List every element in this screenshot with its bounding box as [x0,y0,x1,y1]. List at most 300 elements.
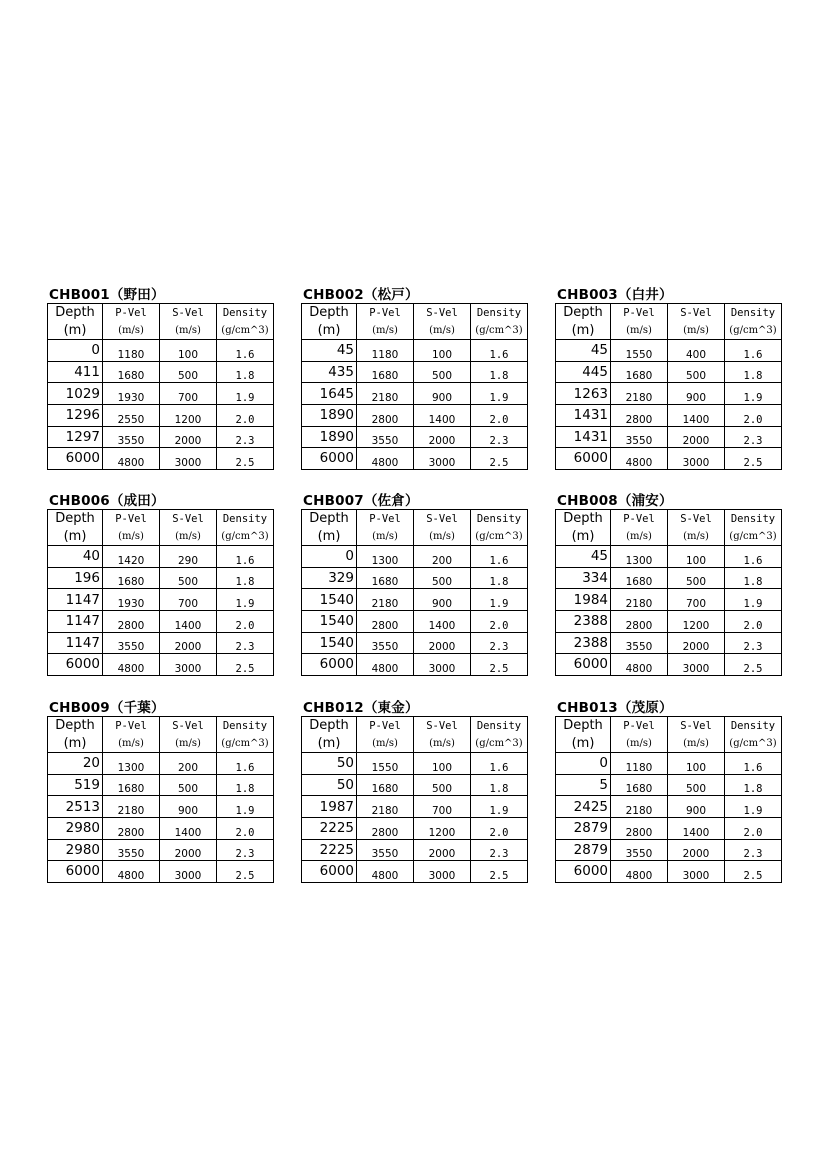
velocity-table-block [555,287,781,470]
cell-pvel: 4800 [611,654,668,676]
header-row [302,304,528,322]
cell-density: 2.0 [471,404,528,426]
unit-svel: (m/s) [414,528,471,546]
table-row [302,340,528,362]
header-pvel: P-Vel [611,510,668,528]
header-depth: Depth [48,304,103,322]
velocity-table-block [47,700,273,883]
cell-depth: 334 [556,567,611,589]
cell-depth: 445 [556,361,611,383]
cell-depth: 1540 [302,589,357,611]
unit-row [302,322,528,340]
cell-density: 2.5 [217,654,274,676]
unit-depth: (m) [302,735,357,753]
cell-pvel: 4800 [357,654,414,676]
cell-density: 2.0 [217,610,274,632]
header-row [48,717,274,735]
header-row [302,717,528,735]
cell-depth: 2513 [48,796,103,818]
header-density: Density [471,717,528,735]
cell-density: 2.5 [725,861,782,883]
cell-svel: 2000 [414,426,471,448]
cell-pvel: 3550 [611,632,668,654]
cell-svel: 2000 [160,426,217,448]
table-row [302,383,528,405]
cell-pvel: 3550 [103,426,160,448]
cell-density: 1.8 [217,774,274,796]
header-pvel: P-Vel [103,717,160,735]
cell-pvel: 1180 [357,340,414,362]
unit-pvel: (m/s) [611,322,668,340]
cell-svel: 3000 [668,654,725,676]
table-row [302,817,528,839]
cell-depth: 1147 [48,632,103,654]
cell-density: 1.9 [471,589,528,611]
unit-density: (g/cm^3) [471,322,528,340]
header-density: Density [217,304,274,322]
unit-depth: (m) [302,322,357,340]
cell-svel: 1400 [160,817,217,839]
table-row [556,589,782,611]
cell-depth: 6000 [556,654,611,676]
cell-density: 1.8 [471,774,528,796]
cell-pvel: 2550 [103,404,160,426]
cell-depth: 45 [302,340,357,362]
cell-pvel: 4800 [611,448,668,470]
table-row [48,774,274,796]
velocity-table [301,303,528,470]
velocity-table [555,509,782,676]
velocity-table-block [47,287,273,470]
cell-depth: 1645 [302,383,357,405]
unit-row [556,528,782,546]
table-title: CHB007（佐倉） [303,493,419,509]
velocity-table-block [301,493,527,676]
header-svel: S-Vel [414,717,471,735]
cell-depth: 6000 [48,861,103,883]
table-row [302,654,528,676]
table-title: CHB003（白井） [557,287,673,303]
unit-density: (g/cm^3) [725,735,782,753]
unit-row [48,735,274,753]
table-row [48,817,274,839]
cell-pvel: 3550 [357,632,414,654]
cell-depth: 2225 [302,839,357,861]
cell-pvel: 4800 [611,861,668,883]
cell-density: 1.6 [217,340,274,362]
unit-row [302,528,528,546]
header-depth: Depth [556,304,611,322]
table-row [556,340,782,362]
unit-pvel: (m/s) [611,735,668,753]
table-row [48,361,274,383]
cell-density: 1.6 [725,546,782,568]
cell-pvel: 1680 [611,774,668,796]
cell-depth: 411 [48,361,103,383]
cell-pvel: 2800 [611,404,668,426]
table-row [302,861,528,883]
cell-density: 1.6 [725,340,782,362]
cell-pvel: 4800 [357,861,414,883]
table-row [302,426,528,448]
header-pvel: P-Vel [357,304,414,322]
table-row [302,546,528,568]
cell-density: 1.6 [471,546,528,568]
cell-pvel: 2800 [357,610,414,632]
cell-pvel: 1680 [103,361,160,383]
cell-svel: 200 [414,546,471,568]
cell-density: 2.3 [725,839,782,861]
header-row [556,510,782,528]
cell-svel: 1400 [160,610,217,632]
table-row [302,610,528,632]
unit-svel: (m/s) [414,322,471,340]
cell-svel: 2000 [160,839,217,861]
cell-svel: 3000 [668,861,725,883]
header-row [302,510,528,528]
velocity-table [301,509,528,676]
cell-depth: 50 [302,774,357,796]
cell-svel: 3000 [414,861,471,883]
unit-density: (g/cm^3) [471,735,528,753]
cell-density: 2.0 [725,404,782,426]
unit-density: (g/cm^3) [217,322,274,340]
cell-density: 2.5 [725,448,782,470]
cell-pvel: 3550 [103,839,160,861]
table-row [556,817,782,839]
header-svel: S-Vel [668,510,725,528]
cell-svel: 500 [160,567,217,589]
table-row [556,426,782,448]
cell-depth: 6000 [302,654,357,676]
table-row [48,632,274,654]
table-row [48,796,274,818]
table-row [556,546,782,568]
velocity-table-block [555,700,781,883]
cell-svel: 700 [160,589,217,611]
cell-depth: 519 [48,774,103,796]
cell-svel: 100 [668,546,725,568]
cell-density: 2.3 [725,632,782,654]
header-row [556,717,782,735]
cell-svel: 900 [414,589,471,611]
cell-svel: 500 [668,567,725,589]
unit-svel: (m/s) [668,322,725,340]
table-title: CHB012（東金） [303,700,419,716]
cell-depth: 6000 [48,654,103,676]
unit-svel: (m/s) [160,528,217,546]
table-row [556,861,782,883]
unit-depth: (m) [556,322,611,340]
cell-depth: 6000 [556,861,611,883]
cell-depth: 6000 [302,861,357,883]
unit-row [556,735,782,753]
header-depth: Depth [556,510,611,528]
table-row [48,610,274,632]
cell-density: 2.5 [471,448,528,470]
cell-depth: 2980 [48,839,103,861]
cell-pvel: 1180 [103,340,160,362]
cell-density: 2.3 [217,839,274,861]
cell-depth: 20 [48,753,103,775]
cell-depth: 6000 [556,448,611,470]
cell-pvel: 1420 [103,546,160,568]
table-row [48,404,274,426]
cell-pvel: 1550 [611,340,668,362]
table-row [302,796,528,818]
cell-svel: 2000 [160,632,217,654]
cell-pvel: 3550 [611,426,668,448]
cell-svel: 3000 [160,448,217,470]
cell-pvel: 3550 [103,632,160,654]
header-row [48,304,274,322]
cell-svel: 500 [414,567,471,589]
table-row [556,796,782,818]
cell-depth: 2980 [48,817,103,839]
unit-svel: (m/s) [160,322,217,340]
table-row [302,589,528,611]
table-title: CHB002（松戸） [303,287,419,303]
cell-pvel: 4800 [103,654,160,676]
header-depth: Depth [48,717,103,735]
cell-pvel: 1300 [103,753,160,775]
cell-depth: 0 [556,753,611,775]
cell-svel: 500 [414,774,471,796]
header-depth: Depth [302,717,357,735]
cell-pvel: 3550 [357,839,414,861]
cell-svel: 2000 [414,839,471,861]
cell-pvel: 2800 [357,817,414,839]
cell-density: 1.6 [471,340,528,362]
velocity-table [47,303,274,470]
table-row [556,654,782,676]
cell-density: 2.5 [471,861,528,883]
table-row [556,839,782,861]
cell-pvel: 1300 [611,546,668,568]
velocity-table-block [301,700,527,883]
cell-pvel: 1680 [357,774,414,796]
cell-depth: 50 [302,753,357,775]
cell-svel: 200 [160,753,217,775]
cell-depth: 1987 [302,796,357,818]
velocity-table [555,716,782,883]
header-pvel: P-Vel [357,717,414,735]
header-pvel: P-Vel [103,510,160,528]
header-density: Density [217,717,274,735]
unit-row [48,528,274,546]
cell-depth: 2879 [556,817,611,839]
cell-pvel: 2180 [357,383,414,405]
table-row [48,839,274,861]
cell-density: 1.6 [725,753,782,775]
table-title: CHB001（野田） [49,287,165,303]
cell-depth: 2225 [302,817,357,839]
header-pvel: P-Vel [357,510,414,528]
cell-svel: 500 [160,774,217,796]
cell-density: 1.9 [725,383,782,405]
cell-pvel: 4800 [357,448,414,470]
cell-pvel: 1680 [357,567,414,589]
cell-svel: 2000 [414,632,471,654]
header-svel: S-Vel [414,304,471,322]
cell-svel: 2000 [668,839,725,861]
cell-density: 1.9 [725,589,782,611]
cell-density: 1.9 [471,383,528,405]
cell-depth: 2425 [556,796,611,818]
unit-density: (g/cm^3) [471,528,528,546]
cell-density: 2.3 [217,426,274,448]
cell-density: 1.9 [217,796,274,818]
unit-row [556,322,782,340]
table-row [48,753,274,775]
cell-depth: 1890 [302,426,357,448]
table-row [556,383,782,405]
cell-svel: 3000 [160,861,217,883]
header-pvel: P-Vel [611,304,668,322]
unit-density: (g/cm^3) [725,528,782,546]
table-row [302,774,528,796]
table-row [302,361,528,383]
unit-depth: (m) [556,528,611,546]
cell-pvel: 3550 [611,839,668,861]
table-row [48,448,274,470]
unit-density: (g/cm^3) [725,322,782,340]
cell-density: 2.0 [725,817,782,839]
cell-svel: 3000 [414,448,471,470]
cell-depth: 1890 [302,404,357,426]
cell-density: 1.8 [217,361,274,383]
cell-depth: 1431 [556,426,611,448]
cell-depth: 45 [556,340,611,362]
unit-depth: (m) [556,735,611,753]
cell-density: 1.8 [725,774,782,796]
unit-pvel: (m/s) [611,528,668,546]
cell-svel: 1200 [668,610,725,632]
cell-pvel: 1680 [611,567,668,589]
unit-svel: (m/s) [414,735,471,753]
cell-density: 2.3 [471,426,528,448]
cell-svel: 900 [668,383,725,405]
header-svel: S-Vel [160,510,217,528]
header-svel: S-Vel [160,717,217,735]
velocity-table [555,303,782,470]
header-depth: Depth [556,717,611,735]
cell-depth: 1540 [302,610,357,632]
cell-density: 2.3 [217,632,274,654]
cell-depth: 435 [302,361,357,383]
unit-row [48,322,274,340]
cell-depth: 1147 [48,589,103,611]
table-row [48,340,274,362]
cell-svel: 1400 [414,404,471,426]
cell-density: 2.3 [471,632,528,654]
header-density: Density [725,717,782,735]
cell-svel: 2000 [668,426,725,448]
cell-pvel: 1300 [357,546,414,568]
cell-density: 1.9 [217,589,274,611]
table-row [556,774,782,796]
velocity-table-block [47,493,273,676]
unit-density: (g/cm^3) [217,735,274,753]
cell-pvel: 2180 [611,796,668,818]
cell-density: 2.0 [217,404,274,426]
cell-density: 2.5 [217,861,274,883]
cell-density: 1.8 [725,361,782,383]
cell-density: 2.0 [725,610,782,632]
cell-depth: 1431 [556,404,611,426]
cell-depth: 45 [556,546,611,568]
header-depth: Depth [302,304,357,322]
cell-depth: 1263 [556,383,611,405]
cell-depth: 6000 [302,448,357,470]
unit-svel: (m/s) [160,735,217,753]
header-density: Density [471,304,528,322]
cell-pvel: 2180 [357,589,414,611]
cell-density: 1.9 [471,796,528,818]
cell-density: 2.5 [217,448,274,470]
header-density: Density [725,510,782,528]
velocity-table [301,716,528,883]
cell-svel: 3000 [414,654,471,676]
unit-depth: (m) [302,528,357,546]
cell-svel: 100 [668,753,725,775]
table-title: CHB009（千葉） [49,700,165,716]
table-row [48,567,274,589]
cell-density: 1.9 [725,796,782,818]
table-row [48,861,274,883]
cell-pvel: 4800 [103,448,160,470]
cell-pvel: 2800 [611,817,668,839]
cell-svel: 500 [160,361,217,383]
cell-pvel: 2800 [611,610,668,632]
cell-pvel: 2180 [103,796,160,818]
unit-pvel: (m/s) [357,735,414,753]
cell-pvel: 1180 [611,753,668,775]
header-pvel: P-Vel [611,717,668,735]
unit-pvel: (m/s) [103,735,160,753]
table-row [556,610,782,632]
cell-depth: 1147 [48,610,103,632]
cell-depth: 2388 [556,610,611,632]
cell-depth: 0 [302,546,357,568]
cell-pvel: 2180 [611,383,668,405]
header-row [556,304,782,322]
velocity-table-block [555,493,781,676]
cell-svel: 3000 [668,448,725,470]
table-row [556,567,782,589]
header-density: Density [471,510,528,528]
cell-svel: 1400 [414,610,471,632]
unit-pvel: (m/s) [357,322,414,340]
cell-pvel: 2180 [357,796,414,818]
cell-svel: 1400 [668,404,725,426]
cell-depth: 329 [302,567,357,589]
cell-svel: 500 [414,361,471,383]
table-row [556,753,782,775]
cell-density: 2.3 [471,839,528,861]
header-depth: Depth [302,510,357,528]
cell-pvel: 1930 [103,589,160,611]
header-depth: Depth [48,510,103,528]
cell-density: 1.9 [217,383,274,405]
cell-pvel: 3550 [357,426,414,448]
table-row [302,404,528,426]
cell-density: 1.6 [471,753,528,775]
cell-depth: 0 [48,340,103,362]
cell-svel: 400 [668,340,725,362]
table-title: CHB008（浦安） [557,493,673,509]
table-row [302,448,528,470]
